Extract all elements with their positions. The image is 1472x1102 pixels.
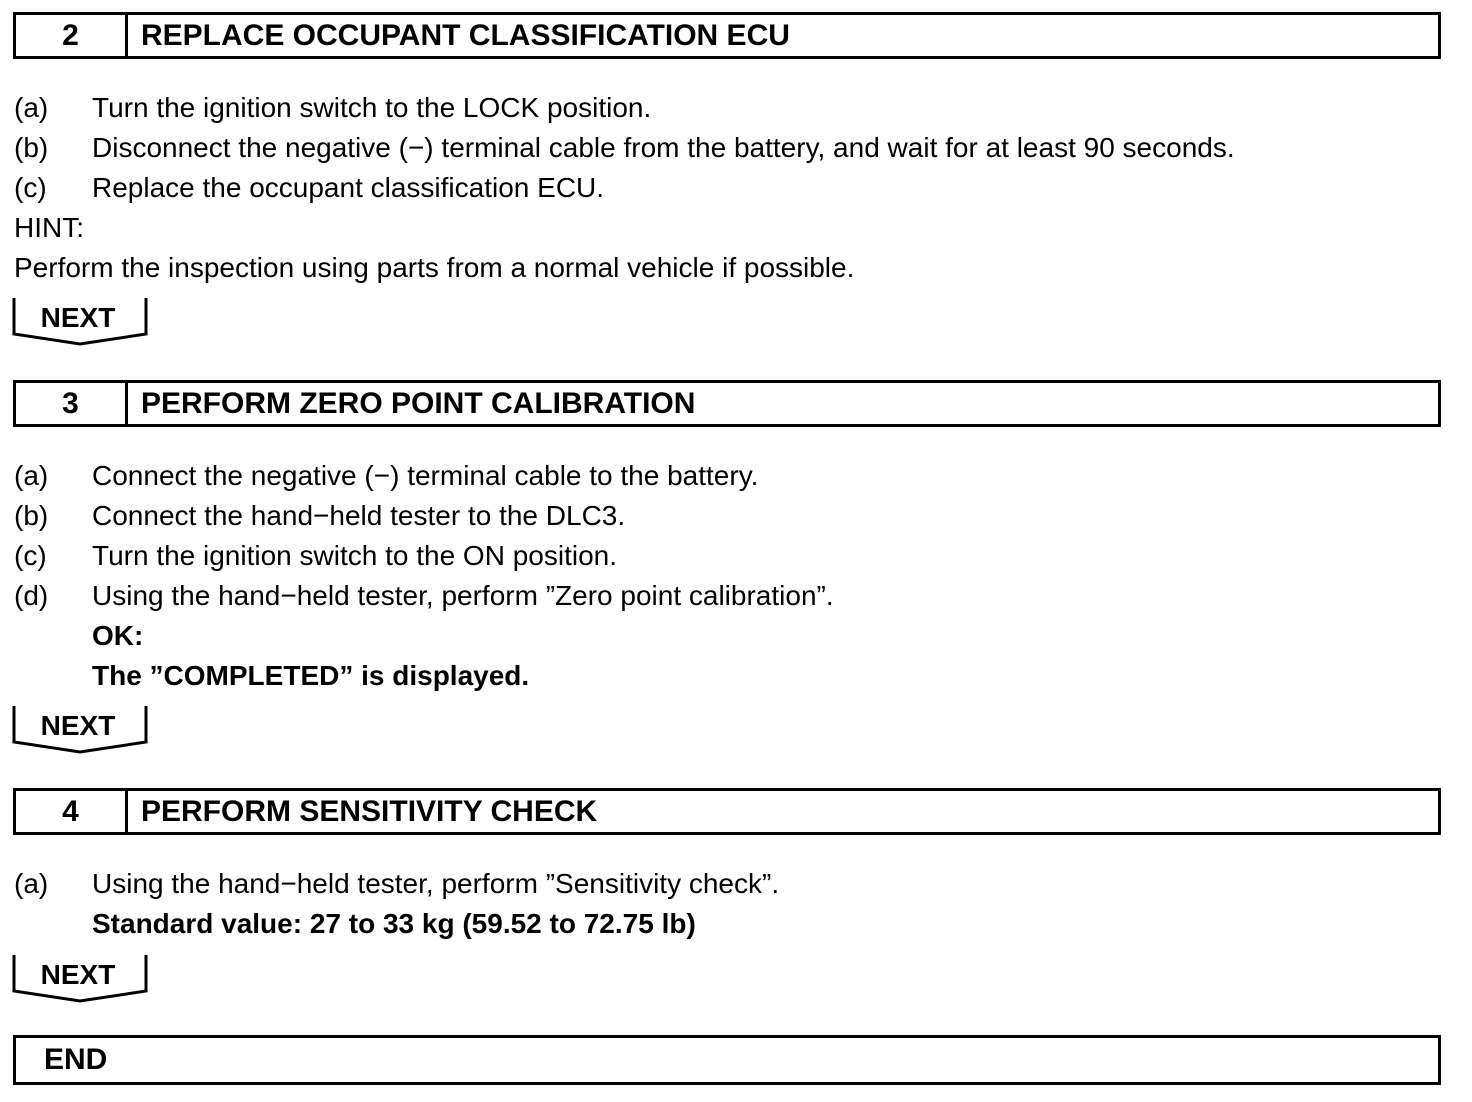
step-3-title: PERFORM ZERO POINT CALIBRATION bbox=[141, 386, 696, 420]
step-3-number: 3 bbox=[16, 383, 128, 424]
step-2-item-a-text: Turn the ignition switch to the LOCK position. bbox=[92, 92, 652, 123]
step-4-item-a-label: (a) bbox=[14, 868, 49, 899]
step-3-next-label: NEXT bbox=[40, 710, 116, 741]
step-2-number: 2 bbox=[16, 15, 128, 56]
step-3-item-a-label: (a) bbox=[14, 460, 49, 491]
step-2-hint-text: Perform the inspection using parts from a normal vehicle if possible. bbox=[14, 252, 855, 283]
step-2-title: REPLACE OCCUPANT CLASSIFICATION ECU bbox=[141, 18, 790, 52]
step-2-next-label: NEXT bbox=[40, 302, 116, 333]
step-4-next-button[interactable] bbox=[12, 953, 150, 1005]
step-3-item-b-label: (b) bbox=[14, 500, 49, 531]
end-label: END bbox=[44, 1043, 108, 1076]
step-3-item-c-label: (c) bbox=[14, 540, 47, 571]
step-4-header bbox=[13, 788, 1441, 835]
step-3-item-c-text: Turn the ignition switch to the ON position. bbox=[92, 540, 617, 571]
step-4-item-a-text: Using the hand−held tester, perform ”Sensitivity check”. bbox=[92, 868, 780, 899]
step-3-next-button[interactable] bbox=[12, 704, 150, 756]
step-3-item-a-text: Connect the negative (−) terminal cable to the battery. bbox=[92, 460, 759, 491]
step-2-item-c-label: (c) bbox=[14, 172, 47, 203]
end-box bbox=[13, 1035, 1441, 1085]
step-2-hint-label: HINT: bbox=[14, 212, 84, 243]
step-2-item-a-label: (a) bbox=[14, 92, 49, 123]
step-3-header bbox=[13, 380, 1441, 427]
step-2-item-b-label: (b) bbox=[14, 132, 49, 163]
step-4-next-label: NEXT bbox=[40, 959, 116, 990]
step-3-item-b-text: Connect the hand−held tester to the DLC3. bbox=[92, 500, 626, 531]
step-3-ok-label: OK: bbox=[92, 620, 144, 651]
step-2-item-c-text: Replace the occupant classification ECU. bbox=[92, 172, 605, 203]
step-3-item-d-label: (d) bbox=[14, 580, 49, 611]
step-2-next-button[interactable] bbox=[12, 296, 150, 348]
step-2-item-b-text: Disconnect the negative (−) terminal cable from the battery, and wait for at least 90 seconds. bbox=[92, 132, 1235, 163]
step-4-standard-value: Standard value: 27 to 33 kg (59.52 to 72.75 lb) bbox=[92, 908, 696, 939]
step-4-title: PERFORM SENSITIVITY CHECK bbox=[141, 794, 598, 828]
step-4-number: 4 bbox=[16, 791, 128, 832]
step-3-ok-text: The ”COMPLETED” is displayed. bbox=[92, 660, 530, 691]
step-2-header bbox=[13, 12, 1441, 59]
step-3-item-d-text: Using the hand−held tester, perform ”Zero point calibration”. bbox=[92, 580, 834, 611]
